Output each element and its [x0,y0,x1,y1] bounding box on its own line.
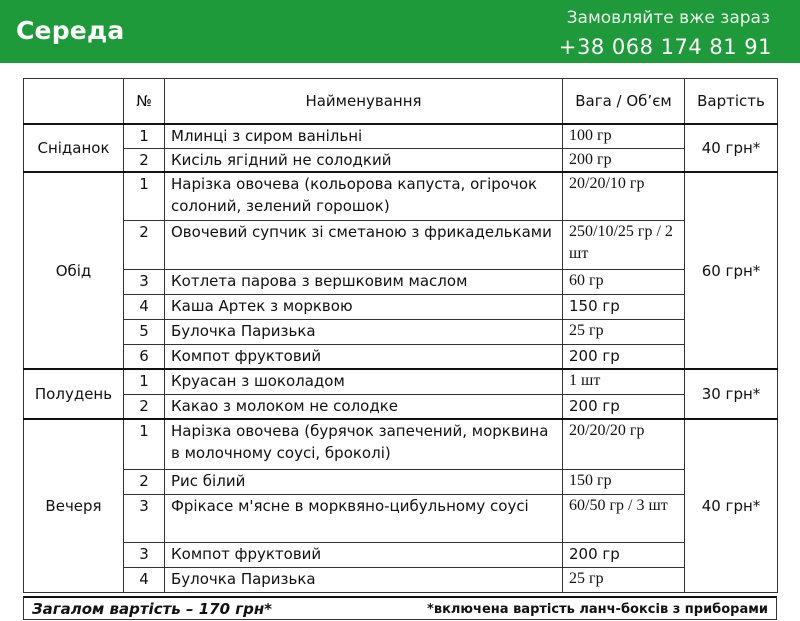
meal-price-afternoon: 30 грн* [685,369,778,419]
item-weight: 200 гр [563,344,685,369]
table-header-row [24,79,778,125]
item-weight: 25 гр [563,319,685,344]
table-row [24,369,778,394]
item-weight: 100 гр [563,124,685,148]
item-weight: 20/20/20 гр [563,419,685,469]
table-row [24,124,778,148]
item-number: 1 [124,124,165,148]
item-name: Овочевий супчик зі сметаною з фрикадельками [165,220,563,269]
header-number: № [124,79,165,125]
item-weight: 60/50 гр / 3 шт [563,494,685,542]
item-number: 2 [124,394,165,419]
item-weight: 150 гр [563,294,685,319]
meal-price-dinner: 40 грн* [685,419,778,592]
item-name: Булочка Паризька [165,567,563,592]
item-weight: 25 гр [563,567,685,592]
table-row [24,148,778,172]
item-name: Компот фруктовий [165,344,563,369]
item-number: 6 [124,344,165,369]
item-name: Кисіль ягідний не солодкий [165,148,563,172]
header-name: Найменування [165,79,563,125]
meal-name-breakfast: Сніданок [24,124,124,172]
footer-bar [23,596,777,620]
total-price: Загалом вартість – 170 грн* [32,600,273,618]
table-row [24,419,778,469]
item-number: 3 [124,269,165,294]
item-number: 3 [124,542,165,567]
item-name: Рис білий [165,469,563,494]
table-row [24,542,778,567]
item-name: Круасан з шоколадом [165,369,563,394]
item-weight: 1 шт [563,369,685,394]
table-row [24,319,778,344]
header-meal-cell [24,79,124,125]
table-row [24,172,778,220]
item-name: Булочка Паризька [165,319,563,344]
page-title: Середа [16,16,125,45]
item-name: Млинці з сиром ванільні [165,124,563,148]
item-name: Каша Артек з морквою [165,294,563,319]
item-name: Какао з молоком не солодке [165,394,563,419]
item-number: 2 [124,220,165,269]
table-row [24,294,778,319]
table-row [24,494,778,542]
item-weight: 250/10/25 гр / 2 шт [563,220,685,269]
item-name: Фрікасе м'ясне в морквяно-цибульному соусі [165,494,563,542]
item-weight: 200 гр [563,542,685,567]
item-weight: 60 гр [563,269,685,294]
phone-number[interactable]: +38 068 174 81 91 [558,35,772,59]
meal-name-lunch: Обід [24,172,124,369]
item-number: 1 [124,369,165,394]
meal-price-breakfast: 40 грн* [685,124,778,172]
table-row [24,394,778,419]
item-number: 1 [124,172,165,220]
header-price: Вартість [685,79,778,125]
header-weight: Вага / Об’єм [563,79,685,125]
item-name: Котлета парова з вершковим маслом [165,269,563,294]
meal-name-afternoon: Полудень [24,369,124,419]
item-name: Нарізка овочева (кольорова капуста, огірочок солоний, зелений горошок) [165,172,563,220]
meal-name-dinner: Вечеря [24,419,124,592]
item-name: Нарізка овочева (бурячок запечений, морквина в молочному соусі, броколі) [165,419,563,469]
item-name: Компот фруктовий [165,542,563,567]
item-number: 1 [124,419,165,469]
table-row [24,344,778,369]
item-number: 4 [124,567,165,592]
table-row [24,269,778,294]
table-row [24,469,778,494]
table-row [24,567,778,592]
item-weight: 200 гр [563,148,685,172]
order-now-text: Замовляйте вже зараз [566,8,770,28]
table-row [24,220,778,269]
item-number: 2 [124,148,165,172]
item-number: 2 [124,469,165,494]
item-weight: 20/20/10 гр [563,172,685,220]
item-number: 5 [124,319,165,344]
item-weight: 200 гр [563,394,685,419]
meal-price-lunch: 60 грн* [685,172,778,369]
price-note: *включена вартість ланч-боксів з приборами [427,602,768,617]
menu-table [23,78,778,593]
item-weight: 150 гр [563,469,685,494]
header-bar [0,0,800,63]
item-number: 4 [124,294,165,319]
item-number: 3 [124,494,165,542]
